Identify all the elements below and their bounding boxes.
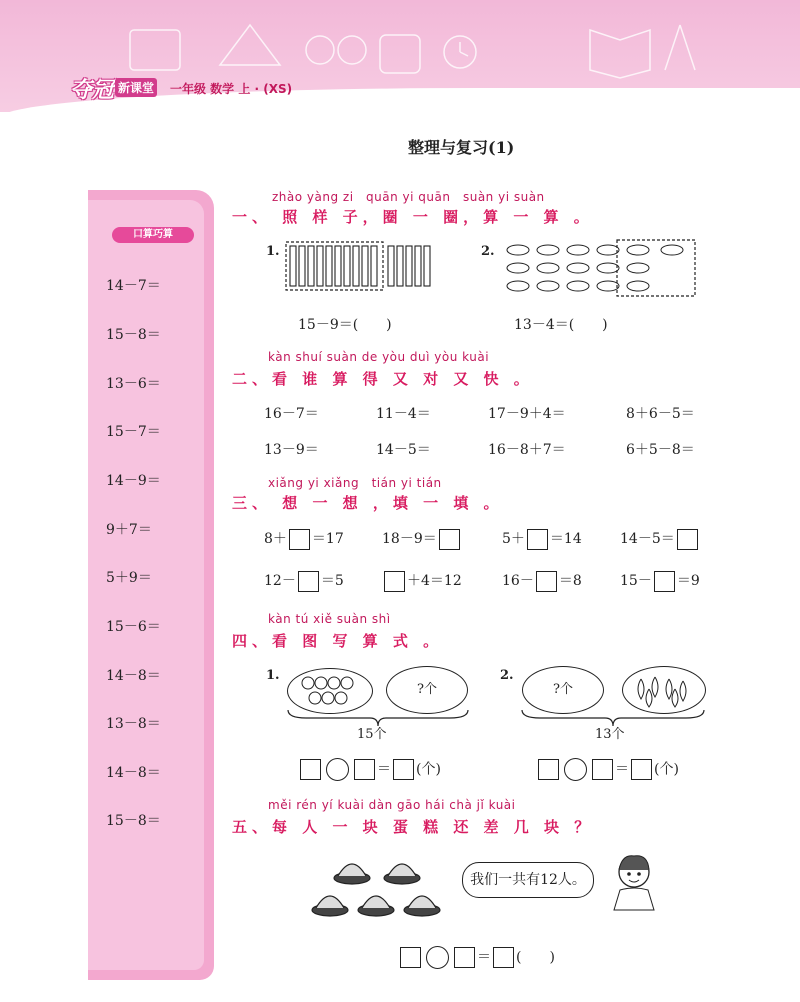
section2-pinyin: kàn shuí suàn de yòu duì yòu kuài — [268, 350, 490, 364]
fill-item: 12－ ＝5 — [264, 570, 344, 592]
section5-pinyin: měi rén yí kuài dàn gāo hái chà jǐ kuài — [268, 798, 516, 812]
sidebar-tag: 口算巧算 — [112, 227, 194, 243]
section4-pinyin: kàn tú xiě suàn shì — [268, 612, 391, 626]
oral-item: 15－8＝ — [106, 813, 161, 829]
girl-icon — [604, 850, 664, 914]
total-label: 13个 — [595, 727, 625, 742]
oral-item: 9＋7＝ — [106, 522, 152, 538]
brand-logo: 夺冠 — [70, 78, 115, 103]
calc-item: 17－9＋4＝ — [488, 406, 566, 422]
operator-circle[interactable] — [564, 758, 587, 781]
answer-box[interactable] — [400, 947, 421, 968]
oral-item: 5＋9＝ — [106, 570, 152, 586]
page-header — [0, 0, 800, 112]
q1-number: 1. — [266, 244, 280, 259]
oral-item: 14－8＝ — [106, 765, 161, 781]
pear-icon — [623, 667, 705, 713]
section3-title: 三、 想 一 想 ，填 一 填 。 — [232, 494, 504, 512]
speech-bubble: 我们一共有12人。 — [462, 862, 594, 898]
cakes-icon — [308, 848, 448, 930]
operator-circle[interactable] — [426, 946, 449, 969]
equation-row: ＝ (个) — [536, 758, 679, 781]
pears-oval — [622, 666, 706, 714]
total-label: 15个 — [357, 727, 387, 742]
fill-item: 18－9＝ — [382, 528, 462, 550]
brand-sublogo: 新课堂 — [115, 78, 157, 97]
section1-title: 一、 照 样 子，圈 一 圈，算 一 算 。 — [232, 208, 594, 226]
page-title: 整理与复习(1) — [408, 138, 515, 157]
answer-box[interactable] — [592, 759, 613, 780]
fill-item: ＋4＝12 — [382, 570, 462, 592]
fill-item: 5＋ ＝14 — [502, 528, 582, 550]
answer-box[interactable] — [527, 529, 548, 550]
s4-q1-number: 1. — [266, 668, 280, 683]
q2-number: 2. — [481, 244, 495, 259]
oral-item: 13－6＝ — [106, 376, 161, 392]
calc-item: 14－5＝ — [376, 442, 431, 458]
answer-box[interactable] — [454, 947, 475, 968]
unknown-oval: ?个 — [522, 666, 604, 714]
answer-box[interactable] — [298, 571, 319, 592]
header-decoration-icon — [120, 10, 720, 80]
fill-item: 16－ ＝8 — [502, 570, 582, 592]
oral-item: 15－8＝ — [106, 327, 161, 343]
apple-icon — [288, 669, 372, 713]
calc-item: 16－7＝ — [264, 406, 319, 422]
unknown-oval: ?个 — [386, 666, 468, 714]
oral-item: 13－8＝ — [106, 716, 161, 732]
equation-row: ＝ (个) — [298, 758, 441, 781]
answer-box[interactable] — [677, 529, 698, 550]
section5-title: 五、每 人 一 块 蛋 糕 还 差 几 块 ？ — [232, 818, 595, 836]
oral-item: 15－7＝ — [106, 424, 161, 440]
oral-item: 15－6＝ — [106, 619, 161, 635]
fill-item: 15－ ＝9 — [620, 570, 700, 592]
calc-item: 8＋6－5＝ — [626, 406, 695, 422]
answer-box[interactable] — [384, 571, 405, 592]
calc-item: 6＋5－8＝ — [626, 442, 695, 458]
calc-item: 13－9＝ — [264, 442, 319, 458]
answer-box[interactable] — [289, 529, 310, 550]
answer-box[interactable] — [631, 759, 652, 780]
answer-box[interactable] — [354, 759, 375, 780]
oral-item: 14－7＝ — [106, 278, 161, 294]
section3-pinyin: xiǎng yi xiǎng tián yi tián — [268, 476, 442, 490]
fill-item: 8＋ ＝17 — [264, 528, 344, 550]
answer-box[interactable] — [393, 759, 414, 780]
oral-item: 14－9＝ — [106, 473, 161, 489]
answer-box[interactable] — [654, 571, 675, 592]
section2-title: 二、看 谁 算 得 又 对 又 快 。 — [232, 370, 534, 388]
answer-box[interactable] — [536, 571, 557, 592]
oral-item: 14－8＝ — [106, 668, 161, 684]
answer-box[interactable] — [538, 759, 559, 780]
sticks-figure — [284, 240, 434, 292]
answer-box[interactable] — [493, 947, 514, 968]
fish-figure — [500, 238, 700, 298]
s4-q2-number: 2. — [500, 668, 514, 683]
answer-box[interactable] — [300, 759, 321, 780]
subject-label: 一年级 数学 上 · (XS) — [170, 82, 293, 96]
q2-expression: 13－4＝( ) — [514, 317, 608, 333]
calc-item: 16－8＋7＝ — [488, 442, 566, 458]
equation-row: ＝ ( ) — [398, 946, 555, 969]
q1-expression: 15－9＝( ) — [298, 317, 392, 333]
fill-item: 14－5＝ — [620, 528, 700, 550]
operator-circle[interactable] — [326, 758, 349, 781]
calc-item: 11－4＝ — [376, 406, 431, 422]
section4-title: 四、看 图 写 算 式 。 — [232, 632, 444, 650]
answer-box[interactable] — [439, 529, 460, 550]
section1-pinyin: zhào yàng zi quān yi quān suàn yi suàn — [272, 190, 545, 204]
